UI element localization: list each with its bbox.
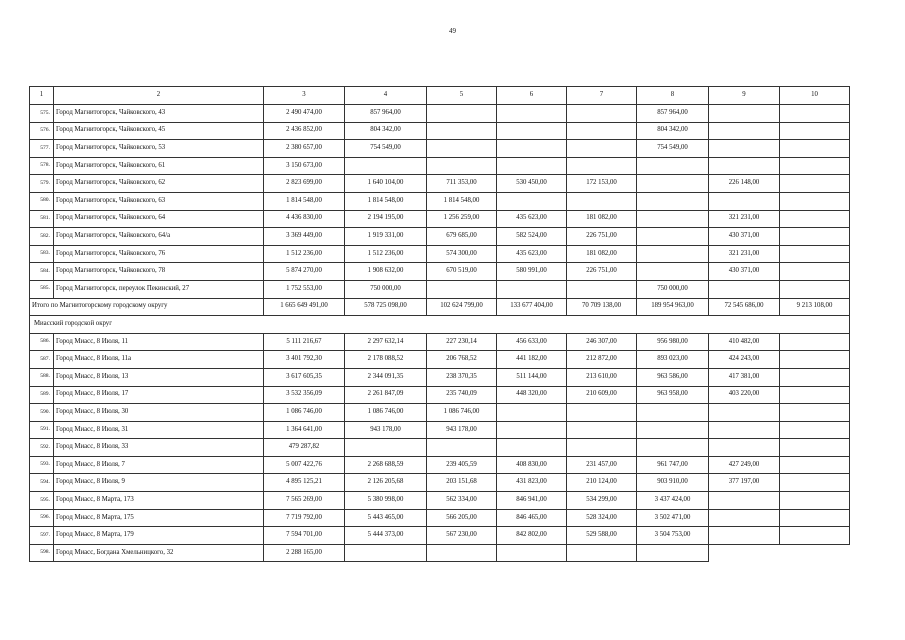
value-cell-c5 (427, 105, 497, 123)
value-cell-c4: 2 194 195,00 (345, 210, 427, 228)
value-cell-c10 (780, 351, 850, 369)
row-number: 597. (30, 527, 54, 545)
table-row (30, 492, 850, 510)
value-cell-c6 (497, 122, 567, 140)
value-cell-c9: 430 371,00 (709, 263, 780, 281)
value-cell-c4: 5 380 998,00 (345, 492, 427, 510)
column-header: 7 (567, 87, 637, 105)
value-cell-c4: 1 919 331,00 (345, 228, 427, 246)
value-cell-c3: 2 436 852,00 (264, 122, 345, 140)
section-title: Миасский городской округ (30, 316, 850, 334)
value-cell-c4: 1 908 632,00 (345, 263, 427, 281)
value-cell-c7 (567, 157, 637, 175)
page-number: 49 (449, 27, 456, 35)
value-cell-c4: 2 126 205,68 (345, 474, 427, 492)
address-cell: Город Миасс, 8 Июля, 33 (54, 439, 264, 457)
value-cell-c6 (497, 280, 567, 298)
value-cell-c6: 846 465,00 (497, 509, 567, 527)
value-cell-c10 (780, 245, 850, 263)
value-cell-c3: 5 007 422,76 (264, 456, 345, 474)
row-number: 587. (30, 351, 54, 369)
row-number: 578. (30, 157, 54, 175)
total-value-c8: 189 954 963,00 (637, 298, 709, 316)
column-header: 6 (497, 87, 567, 105)
row-number: 598. (30, 544, 54, 562)
value-cell-c9 (709, 404, 780, 422)
value-cell-c10 (780, 105, 850, 123)
value-cell-c7: 529 588,00 (567, 527, 637, 545)
value-cell-c5 (427, 157, 497, 175)
value-cell-c5: 235 740,09 (427, 386, 497, 404)
data-table (29, 86, 850, 562)
value-cell-c3: 5 874 270,00 (264, 263, 345, 281)
value-cell-c8 (637, 175, 709, 193)
value-cell-c3: 2 823 699,00 (264, 175, 345, 193)
table-row (30, 368, 850, 386)
table-row (30, 509, 850, 527)
address-cell: Город Миасс, 8 Июля, 13 (54, 368, 264, 386)
value-cell-c3: 1 752 553,00 (264, 280, 345, 298)
value-cell-c7 (567, 105, 637, 123)
address-cell: Город Миасс, 8 Июля, 9 (54, 474, 264, 492)
table-row (30, 263, 850, 281)
value-cell-c3: 3 617 605,35 (264, 368, 345, 386)
value-cell-c7: 210 124,00 (567, 474, 637, 492)
value-cell-c10 (780, 263, 850, 281)
value-cell-c3: 3 150 673,00 (264, 157, 345, 175)
table-row (30, 175, 850, 193)
value-cell-c10 (780, 280, 850, 298)
address-cell: Город Магнитогорск, переулок Пекинский, 27 (54, 280, 264, 298)
address-cell: Город Магнитогорск, Чайковского, 76 (54, 245, 264, 263)
row-number: 593. (30, 456, 54, 474)
value-cell-c6: 441 182,00 (497, 351, 567, 369)
value-cell-c8 (637, 157, 709, 175)
value-cell-c4: 1 814 548,00 (345, 192, 427, 210)
value-cell-c4: 1 086 746,00 (345, 404, 427, 422)
table-row (30, 210, 850, 228)
address-cell: Город Миасс, Богдана Хмельницкого, 32 (54, 544, 264, 562)
value-cell-c6 (497, 105, 567, 123)
column-header: 2 (54, 87, 264, 105)
value-cell-c3: 2 380 657,00 (264, 140, 345, 158)
value-cell-c5: 670 519,00 (427, 263, 497, 281)
value-cell-c6: 435 623,00 (497, 210, 567, 228)
column-header: 10 (780, 87, 850, 105)
value-cell-c8: 750 000,00 (637, 280, 709, 298)
value-cell-c9 (709, 157, 780, 175)
value-cell-c5 (427, 544, 497, 562)
value-cell-c10 (780, 544, 850, 562)
section-row (30, 316, 850, 334)
value-cell-c7 (567, 192, 637, 210)
address-cell: Город Миасс, 8 Марта, 175 (54, 509, 264, 527)
value-cell-c4: 804 342,00 (345, 122, 427, 140)
table-row (30, 333, 850, 351)
value-cell-c9 (709, 509, 780, 527)
value-cell-c5: 943 178,00 (427, 421, 497, 439)
value-cell-c10 (780, 492, 850, 510)
value-cell-c6 (497, 421, 567, 439)
value-cell-c10 (780, 333, 850, 351)
total-value-c5: 102 624 799,00 (427, 298, 497, 316)
value-cell-c10 (780, 210, 850, 228)
value-cell-c9: 377 197,00 (709, 474, 780, 492)
value-cell-c8: 963 958,00 (637, 386, 709, 404)
row-number: 589. (30, 386, 54, 404)
value-cell-c7: 534 299,00 (567, 492, 637, 510)
value-cell-c5: 238 370,35 (427, 368, 497, 386)
column-header: 5 (427, 87, 497, 105)
value-cell-c9: 430 371,00 (709, 228, 780, 246)
value-cell-c5: 679 685,00 (427, 228, 497, 246)
value-cell-c5: 562 334,00 (427, 492, 497, 510)
value-cell-c10 (780, 228, 850, 246)
column-header: 3 (264, 87, 345, 105)
table-body (30, 87, 850, 562)
value-cell-c5 (427, 122, 497, 140)
value-cell-c9: 424 243,00 (709, 351, 780, 369)
value-cell-c9 (709, 192, 780, 210)
row-number: 581. (30, 210, 54, 228)
value-cell-c9 (709, 140, 780, 158)
row-number: 585. (30, 280, 54, 298)
value-cell-c10 (780, 421, 850, 439)
column-header: 8 (637, 87, 709, 105)
value-cell-c3: 1 086 746,00 (264, 404, 345, 422)
value-cell-c8: 961 747,00 (637, 456, 709, 474)
value-cell-c9 (709, 421, 780, 439)
value-cell-c7: 172 153,00 (567, 175, 637, 193)
address-cell: Город Магнитогорск, Чайковского, 53 (54, 140, 264, 158)
address-cell: Город Магнитогорск, Чайковского, 62 (54, 175, 264, 193)
row-number: 579. (30, 175, 54, 193)
value-cell-c7: 181 082,00 (567, 210, 637, 228)
row-number: 577. (30, 140, 54, 158)
column-header: 1 (30, 87, 54, 105)
value-cell-c7: 226 751,00 (567, 263, 637, 281)
value-cell-c9 (709, 527, 780, 545)
table-row (30, 140, 850, 158)
value-cell-c6 (497, 192, 567, 210)
value-cell-c10 (780, 122, 850, 140)
value-cell-c10 (780, 439, 850, 457)
header-row (30, 87, 850, 105)
value-cell-c9 (709, 439, 780, 457)
value-cell-c8 (637, 544, 709, 562)
table-row (30, 386, 850, 404)
table-row (30, 105, 850, 123)
value-cell-c5: 711 353,00 (427, 175, 497, 193)
value-cell-c7 (567, 140, 637, 158)
value-cell-c9: 321 231,00 (709, 245, 780, 263)
value-cell-c4 (345, 544, 427, 562)
value-cell-c6: 842 802,00 (497, 527, 567, 545)
value-cell-c7: 212 872,00 (567, 351, 637, 369)
table-row (30, 280, 850, 298)
value-cell-c3: 5 111 216,67 (264, 333, 345, 351)
value-cell-c4: 2 297 632,14 (345, 333, 427, 351)
value-cell-c3: 4 895 125,21 (264, 474, 345, 492)
value-cell-c4: 754 549,00 (345, 140, 427, 158)
total-value-c10: 9 213 108,00 (780, 298, 850, 316)
value-cell-c7: 210 609,00 (567, 386, 637, 404)
value-cell-c5: 239 405,59 (427, 456, 497, 474)
value-cell-c5 (427, 280, 497, 298)
value-cell-c6 (497, 544, 567, 562)
value-cell-c3: 7 594 701,00 (264, 527, 345, 545)
value-cell-c3: 2 288 165,00 (264, 544, 345, 562)
value-cell-c6 (497, 404, 567, 422)
table-row (30, 351, 850, 369)
value-cell-c3: 7 565 269,00 (264, 492, 345, 510)
table-row (30, 192, 850, 210)
column-header: 4 (345, 87, 427, 105)
address-cell: Город Магнитогорск, Чайковского, 63 (54, 192, 264, 210)
address-cell: Город Магнитогорск, Чайковского, 78 (54, 263, 264, 281)
table-row (30, 544, 850, 562)
row-number: 594. (30, 474, 54, 492)
value-cell-c5: 203 151,68 (427, 474, 497, 492)
value-cell-c3: 479 287,82 (264, 439, 345, 457)
value-cell-c3: 1 364 641,00 (264, 421, 345, 439)
value-cell-c6: 580 991,00 (497, 263, 567, 281)
value-cell-c10 (780, 368, 850, 386)
value-cell-c7 (567, 544, 637, 562)
value-cell-c4: 2 268 688,59 (345, 456, 427, 474)
table-row (30, 456, 850, 474)
address-cell: Город Миасс, 8 Июля, 31 (54, 421, 264, 439)
value-cell-c3: 3 532 356,09 (264, 386, 345, 404)
value-cell-c7 (567, 439, 637, 457)
table-row (30, 157, 850, 175)
value-cell-c6 (497, 140, 567, 158)
value-cell-c9 (709, 105, 780, 123)
value-cell-c7: 528 324,00 (567, 509, 637, 527)
value-cell-c5: 1 086 746,00 (427, 404, 497, 422)
row-number: 591. (30, 421, 54, 439)
value-cell-c10 (780, 140, 850, 158)
value-cell-c9: 417 381,00 (709, 368, 780, 386)
value-cell-c6: 530 450,00 (497, 175, 567, 193)
value-cell-c8: 903 910,00 (637, 474, 709, 492)
value-cell-c7: 226 751,00 (567, 228, 637, 246)
value-cell-c8 (637, 210, 709, 228)
value-cell-c3: 2 490 474,00 (264, 105, 345, 123)
value-cell-c5: 227 230,14 (427, 333, 497, 351)
value-cell-c9 (709, 492, 780, 510)
value-cell-c8: 857 964,00 (637, 105, 709, 123)
table-row (30, 228, 850, 246)
row-number: 582. (30, 228, 54, 246)
value-cell-c8 (637, 404, 709, 422)
value-cell-c10 (780, 386, 850, 404)
row-number: 592. (30, 439, 54, 457)
value-cell-c6: 431 823,00 (497, 474, 567, 492)
row-number: 595. (30, 492, 54, 510)
value-cell-c3: 3 401 792,30 (264, 351, 345, 369)
value-cell-c9: 410 482,00 (709, 333, 780, 351)
row-number: 586. (30, 333, 54, 351)
total-value-c4: 578 725 098,00 (345, 298, 427, 316)
row-number: 588. (30, 368, 54, 386)
value-cell-c10 (780, 192, 850, 210)
row-number: 580. (30, 192, 54, 210)
value-cell-c4: 2 344 091,35 (345, 368, 427, 386)
row-number: 576. (30, 122, 54, 140)
value-cell-c3: 4 436 830,00 (264, 210, 345, 228)
row-number: 583. (30, 245, 54, 263)
value-cell-c10 (780, 527, 850, 545)
total-value-c9: 72 545 686,00 (709, 298, 780, 316)
table-row (30, 527, 850, 545)
address-cell: Город Миасс, 8 Марта, 173 (54, 492, 264, 510)
value-cell-c4: 2 261 847,09 (345, 386, 427, 404)
value-cell-c10 (780, 509, 850, 527)
value-cell-c8: 754 549,00 (637, 140, 709, 158)
table-row (30, 421, 850, 439)
value-cell-c7 (567, 122, 637, 140)
value-cell-c9: 226 148,00 (709, 175, 780, 193)
value-cell-c8: 956 980,00 (637, 333, 709, 351)
value-cell-c8 (637, 245, 709, 263)
value-cell-c10 (780, 175, 850, 193)
address-cell: Город Миасс, 8 Июля, 11 (54, 333, 264, 351)
value-cell-c10 (780, 157, 850, 175)
column-header: 9 (709, 87, 780, 105)
value-cell-c5 (427, 439, 497, 457)
value-cell-c4 (345, 157, 427, 175)
value-cell-c6: 435 623,00 (497, 245, 567, 263)
value-cell-c10 (780, 474, 850, 492)
value-cell-c5: 574 300,00 (427, 245, 497, 263)
value-cell-c8: 893 023,00 (637, 351, 709, 369)
value-cell-c9: 321 231,00 (709, 210, 780, 228)
value-cell-c6 (497, 439, 567, 457)
value-cell-c4: 5 444 373,00 (345, 527, 427, 545)
total-value-c6: 133 677 404,00 (497, 298, 567, 316)
value-cell-c9: 403 220,00 (709, 386, 780, 404)
table-row (30, 245, 850, 263)
value-cell-c8: 3 437 424,00 (637, 492, 709, 510)
total-row (30, 298, 850, 316)
value-cell-c6: 448 320,00 (497, 386, 567, 404)
value-cell-c8 (637, 439, 709, 457)
value-cell-c7: 246 307,00 (567, 333, 637, 351)
value-cell-c4: 5 443 465,00 (345, 509, 427, 527)
value-cell-c7: 213 610,00 (567, 368, 637, 386)
value-cell-c5: 1 814 548,00 (427, 192, 497, 210)
value-cell-c4: 857 964,00 (345, 105, 427, 123)
value-cell-c4 (345, 439, 427, 457)
value-cell-c7 (567, 404, 637, 422)
value-cell-c4: 2 178 088,52 (345, 351, 427, 369)
table-row (30, 474, 850, 492)
value-cell-c4: 1 640 104,00 (345, 175, 427, 193)
value-cell-c5: 566 205,00 (427, 509, 497, 527)
value-cell-c3: 1 814 548,00 (264, 192, 345, 210)
value-cell-c6 (497, 157, 567, 175)
address-cell: Город Магнитогорск, Чайковского, 64/а (54, 228, 264, 246)
total-label: Итого по Магнитогорскому городскому округу (30, 298, 264, 316)
value-cell-c8 (637, 192, 709, 210)
value-cell-c9: 427 249,00 (709, 456, 780, 474)
row-number: 584. (30, 263, 54, 281)
value-cell-c5 (427, 140, 497, 158)
value-cell-c5: 567 230,00 (427, 527, 497, 545)
value-cell-c7 (567, 280, 637, 298)
table-row (30, 122, 850, 140)
address-cell: Город Миасс, 8 Марта, 179 (54, 527, 264, 545)
value-cell-c8: 804 342,00 (637, 122, 709, 140)
value-cell-c9 (709, 280, 780, 298)
value-cell-c8: 3 504 753,00 (637, 527, 709, 545)
address-cell: Город Миасс, 8 Июля, 11а (54, 351, 264, 369)
address-cell: Город Магнитогорск, Чайковского, 64 (54, 210, 264, 228)
total-value-c7: 70 709 138,00 (567, 298, 637, 316)
value-cell-c6: 582 524,00 (497, 228, 567, 246)
value-cell-c10 (780, 456, 850, 474)
table-row (30, 439, 850, 457)
value-cell-c6: 456 633,00 (497, 333, 567, 351)
address-cell: Город Миасс, 8 Июля, 30 (54, 404, 264, 422)
value-cell-c8: 963 586,00 (637, 368, 709, 386)
value-cell-c5: 1 256 259,00 (427, 210, 497, 228)
value-cell-c3: 7 719 792,00 (264, 509, 345, 527)
address-cell: Город Магнитогорск, Чайковского, 45 (54, 122, 264, 140)
value-cell-c3: 1 512 236,00 (264, 245, 345, 263)
total-value-c3: 1 665 649 491,00 (264, 298, 345, 316)
value-cell-c6: 408 830,00 (497, 456, 567, 474)
value-cell-c7: 231 457,00 (567, 456, 637, 474)
value-cell-c8 (637, 228, 709, 246)
value-cell-c8: 3 502 471,00 (637, 509, 709, 527)
value-cell-c5: 206 768,52 (427, 351, 497, 369)
value-cell-c9 (709, 122, 780, 140)
value-cell-c7 (567, 421, 637, 439)
address-cell: Город Магнитогорск, Чайковского, 43 (54, 105, 264, 123)
address-cell: Город Миасс, 8 Июля, 7 (54, 456, 264, 474)
address-cell: Город Магнитогорск, Чайковского, 61 (54, 157, 264, 175)
value-cell-c8 (637, 421, 709, 439)
value-cell-c8 (637, 263, 709, 281)
row-number: 590. (30, 404, 54, 422)
value-cell-c6: 846 941,00 (497, 492, 567, 510)
address-cell: Город Миасс, 8 Июля, 17 (54, 386, 264, 404)
value-cell-c3: 3 369 449,00 (264, 228, 345, 246)
table-row (30, 404, 850, 422)
value-cell-c10 (780, 404, 850, 422)
row-number: 596. (30, 509, 54, 527)
row-number: 575. (30, 105, 54, 123)
value-cell-c6: 511 144,00 (497, 368, 567, 386)
value-cell-c9 (709, 544, 780, 562)
value-cell-c4: 750 000,00 (345, 280, 427, 298)
value-cell-c4: 1 512 236,00 (345, 245, 427, 263)
value-cell-c4: 943 178,00 (345, 421, 427, 439)
value-cell-c7: 181 082,00 (567, 245, 637, 263)
